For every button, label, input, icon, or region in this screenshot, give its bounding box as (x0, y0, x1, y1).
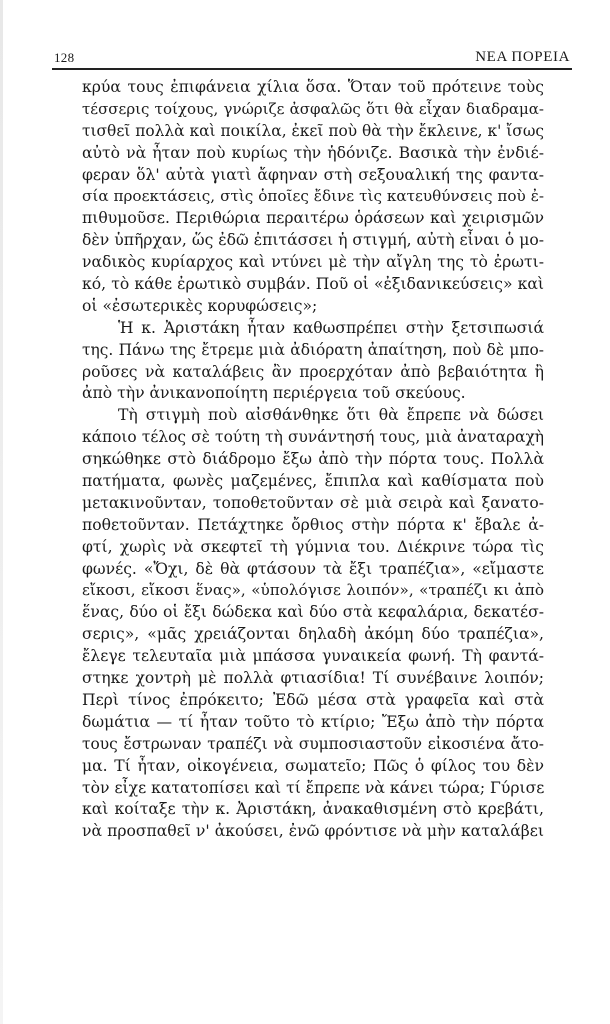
text-line: φεραν ὅλ' αὐτὰ γιατὶ ἄφηναν στὴ σεξουαλική της φαντα- (82, 165, 544, 184)
text-line: ροῦσες νὰ καταλάβεις ἂν προερχόταν ἀπὸ βεβαιότητα ἢ (82, 362, 544, 381)
text-line: ναδικὸς κυρίαρχος καὶ ντύνει μὲ τὴν αἴγλη της τὸ ἐρωτι- (82, 253, 544, 272)
text-line: ἔλεγε τελευταῖα μιὰ μπάσσα γυναικεία φωνή. Τὴ φαντά- (82, 647, 544, 666)
page-number: 128 (54, 50, 75, 65)
text-line: αὐτὸ νὰ ἦταν ποὺ κυρίως τὴν ἡδόνιζε. Βασικὰ τὴν ἐνδιέ- (82, 143, 544, 162)
text-line: τέσσερις τοίχους, γνώριζε ἀσφαλῶς ὅτι θὰ εἶχαν διαδραμα- (82, 99, 544, 118)
text-line: κρύα τους ἐπιφάνεια χίλια ὅσα. Ὅταν τοῦ πρότεινε τοὺς (82, 78, 544, 96)
text-line: πιθυμοῦσε. Περιθώρια περαιτέρω ὁράσεων καὶ χειρισμῶν (82, 209, 544, 228)
text-line: Τὴ στιγμὴ ποὺ αἰσθάνθηκε ὅτι θὰ ἔπρεπε νὰ δώσει (118, 406, 544, 425)
text-line: σερις», «μᾶς χρειάζονται δηλαδὴ ἀκόμη δύο τραπέζια», (82, 625, 544, 644)
text-line: φτί, χωρὶς νὰ σκεφτεῖ τὴ γύμνια του. Διέκρινε τώρα τὶς (82, 537, 544, 556)
text-line: ποθετοῦνταν. Πετάχτηκε ὄρθιος στὴν πόρτα κ' ἔβαλε ἀ- (82, 515, 544, 534)
text-line: εἴκοσι, εἴκοσι ἕνας», «ὑπολόγισε λοιπόν», «τραπέζι κι ἀπὸ (82, 581, 544, 600)
text-line: σία προεκτάσεις, στὶς ὁποῖες ἔδινε τὶς κατευθύνσεις ποὺ ἐ- (82, 187, 544, 206)
text-line: τους ἔστρωναν τραπέζι νὰ συμποσιαστοῦν εἰκοσιένα ἄτο- (82, 734, 544, 753)
text-line: φωνές. «Ὄχι, δὲ θὰ φτάσουν τὰ ἔξι τραπέζια», «εἴμαστε (82, 559, 544, 578)
text-line: κό, τὸ κάθε ἐρωτικὸ συμβάν. Ποῦ οἱ «ἐξιδανικεύσεις» καὶ (82, 275, 544, 294)
text-line: τισθεῖ πολλὰ καὶ ποικίλα, ἐκεῖ ποὺ θὰ τὴν ἔκλεινε, κ' ἴσως (82, 121, 544, 140)
header-rule (52, 68, 572, 70)
text-line: ἀπὸ τὴν ἀνικανοποίητη περιέργεια τοῦ σκεύους. (82, 384, 466, 403)
text-line: δὲν ὑπῆρχαν, ὥς ἐδῶ ἐπιτάσσει ἡ στιγμή, αὐτὴ εἶναι ὁ μο- (82, 231, 544, 250)
text-line: πατήματα, φωνὲς μαζεμένες, ἔπιπλα καὶ καθίσματα ποὺ (82, 472, 544, 491)
text-line: κάποιο τέλος σὲ τούτη τὴ συνάντησή τους, μιὰ ἀναταραχὴ (82, 428, 544, 447)
text-line: Περὶ τίνος ἐπρόκειτο; Ἐδῶ μέσα στὰ γραφεῖα καὶ στὰ (82, 690, 544, 709)
body-text (82, 77, 544, 843)
text-line: οἱ «ἐσωτερικὲς κορυφώσεις»; (82, 296, 318, 315)
text-line: ἕνας, δύο οἱ ἔξι δώδεκα καὶ δύο στὰ κεφαλάρια, δεκατέσ- (82, 603, 544, 622)
text-line: νὰ προσπαθεῖ ν' ἀκούσει, ἐνῶ φρόντισε νὰ μὴν καταλάβει (82, 822, 544, 841)
text-line: μα. Τί ἦταν, οἰκογένεια, σωματεῖο; Πῶς ὁ φίλος του δὲν (82, 756, 544, 775)
page-header (54, 44, 570, 66)
text-line: δωμάτια — τί ἦταν τοῦτο τὸ κτίριο; Ἔξω ἀπὸ τὴν πόρτα (82, 712, 544, 731)
scan-edge-shadow (0, 0, 3, 1024)
text-line: Ἡ κ. Ἀριστάκη ἦταν καθωσπρέπει στὴν ξετσιπωσιά (118, 318, 544, 337)
running-title: ΝΕΑ ΠΟΡΕΙΑ (475, 49, 570, 65)
text-line: τὸν εἶχε κατατοπίσει καὶ τί ἔπρεπε νὰ κάνει τώρα; Γύρισε (82, 778, 545, 797)
text-line: καὶ κοίταξε τὴν κ. Ἀριστάκη, ἀνακαθισμένη στὸ κρεβάτι, (82, 800, 544, 819)
text-line: της. Πάνω της ἔτρεμε μιὰ ἀδιόρατη ἀπαίτηση, ποὺ δὲ μπο- (82, 340, 544, 359)
text-line: σηκώθηκε στὸ διάδρομο ἔξω ἀπὸ τὴν πόρτα τους. Πολλὰ (82, 450, 544, 469)
text-line: στηκε χοντρὴ μὲ πολλὰ φτιασίδια! Τί συνέβαινε λοιπόν; (82, 669, 544, 688)
text-line: μετακινοῦνταν, τοποθετοῦνταν σὲ μιὰ σειρὰ καὶ ξανατο- (82, 493, 544, 512)
